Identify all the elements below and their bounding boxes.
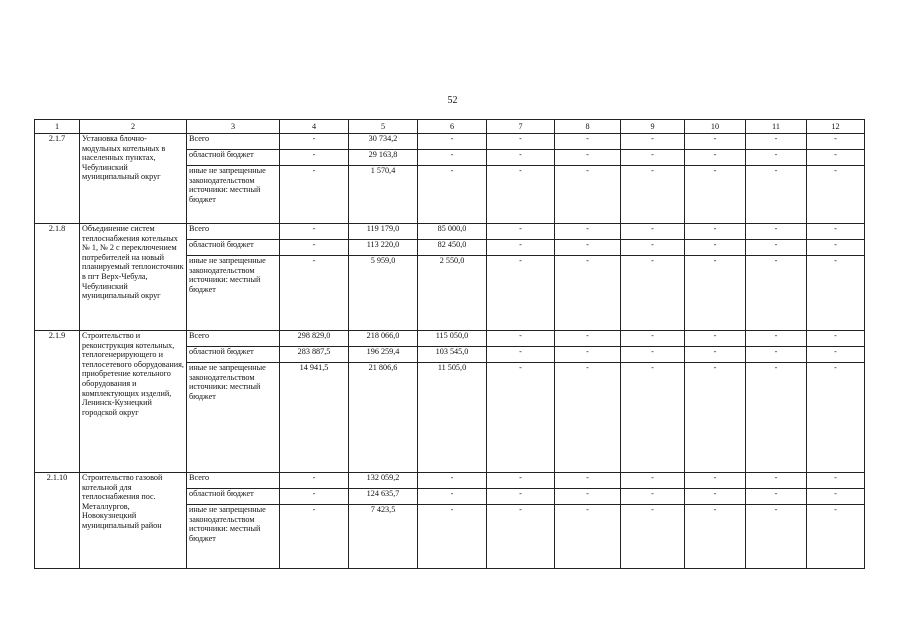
amount-cell: - [418, 505, 487, 569]
funding-source: областной бюджет [187, 240, 280, 256]
amount-cell: - [621, 134, 685, 150]
amount-cell: - [807, 331, 865, 347]
amount-cell: - [807, 224, 865, 240]
amount-cell: - [418, 473, 487, 489]
table-body [35, 120, 865, 569]
amount-cell: - [555, 331, 621, 347]
amount-cell: - [555, 505, 621, 569]
amount-cell: - [487, 505, 555, 569]
amount-cell: - [280, 240, 349, 256]
amount-cell: 21 806,6 [349, 363, 418, 473]
amount-cell: - [746, 224, 807, 240]
column-header: 9 [621, 120, 685, 134]
amount-cell: - [555, 134, 621, 150]
amount-cell: - [280, 166, 349, 224]
amount-cell: - [685, 150, 746, 166]
amount-cell: - [807, 256, 865, 331]
column-header: 6 [418, 120, 487, 134]
amount-cell: - [685, 347, 746, 363]
funding-source: Всего [187, 134, 280, 150]
amount-cell: 124 635,7 [349, 489, 418, 505]
amount-cell: - [807, 489, 865, 505]
page-number: 52 [447, 95, 458, 106]
amount-cell: 82 450,0 [418, 240, 487, 256]
column-header: 4 [280, 120, 349, 134]
funding-source: областной бюджет [187, 489, 280, 505]
amount-cell: - [746, 150, 807, 166]
object-name: Объединение систем теплоснабжения котельных № 1, № 2 с переключением потребителей на новый планируемый теплоисточник в пгт Верх-Чебула, Чебулинский муниципальный округ [80, 224, 187, 331]
amount-cell: - [555, 347, 621, 363]
amount-cell: - [807, 134, 865, 150]
amount-cell: - [746, 347, 807, 363]
amount-cell: - [487, 166, 555, 224]
item-number: 2.1.10 [35, 473, 80, 569]
amount-cell: 132 059,2 [349, 473, 418, 489]
item-number: 2.1.9 [35, 331, 80, 473]
amount-cell: - [487, 150, 555, 166]
amount-cell: 103 545,0 [418, 347, 487, 363]
amount-cell: - [418, 489, 487, 505]
amount-cell: - [555, 240, 621, 256]
amount-cell: - [280, 134, 349, 150]
amount-cell: - [746, 256, 807, 331]
amount-cell: 85 000,0 [418, 224, 487, 240]
amount-cell: - [621, 473, 685, 489]
amount-cell: - [685, 363, 746, 473]
amount-cell: - [746, 363, 807, 473]
table-row [35, 224, 865, 240]
amount-cell: - [487, 256, 555, 331]
amount-cell: 5 959,0 [349, 256, 418, 331]
table-row [35, 473, 865, 489]
amount-cell: - [621, 166, 685, 224]
amount-cell: - [280, 224, 349, 240]
column-header: 12 [807, 120, 865, 134]
amount-cell: - [555, 150, 621, 166]
amount-cell: - [685, 256, 746, 331]
funding-source: Всего [187, 224, 280, 240]
amount-cell: - [418, 150, 487, 166]
column-header: 2 [80, 120, 187, 134]
amount-cell: 283 887,5 [280, 347, 349, 363]
amount-cell: - [807, 347, 865, 363]
amount-cell: - [555, 224, 621, 240]
amount-cell: - [418, 134, 487, 150]
amount-cell: - [746, 331, 807, 347]
table-row [35, 134, 865, 150]
amount-cell: - [555, 473, 621, 489]
amount-cell: - [487, 331, 555, 347]
header-row [35, 120, 865, 134]
amount-cell: - [487, 240, 555, 256]
amount-cell: 119 179,0 [349, 224, 418, 240]
column-header: 5 [349, 120, 418, 134]
amount-cell: - [746, 240, 807, 256]
amount-cell: - [685, 489, 746, 505]
amount-cell: - [280, 473, 349, 489]
amount-cell: - [621, 505, 685, 569]
amount-cell: 218 066,0 [349, 331, 418, 347]
amount-cell: - [746, 505, 807, 569]
amount-cell: - [685, 166, 746, 224]
amount-cell: - [418, 166, 487, 224]
amount-cell: - [807, 240, 865, 256]
amount-cell: - [280, 505, 349, 569]
amount-cell: - [621, 489, 685, 505]
amount-cell: - [685, 240, 746, 256]
amount-cell: - [555, 489, 621, 505]
amount-cell: - [621, 224, 685, 240]
amount-cell: - [685, 473, 746, 489]
amount-cell: - [807, 363, 865, 473]
column-header: 10 [685, 120, 746, 134]
amount-cell: - [555, 256, 621, 331]
funding-source: иные не запрещенные законодательством источники: местный бюджет [187, 363, 280, 473]
amount-cell: - [685, 331, 746, 347]
table-row [35, 331, 865, 347]
amount-cell: 11 505,0 [418, 363, 487, 473]
amount-cell: - [621, 240, 685, 256]
amount-cell: - [746, 489, 807, 505]
amount-cell: - [685, 134, 746, 150]
amount-cell: - [487, 224, 555, 240]
funding-table [34, 119, 865, 569]
amount-cell: - [807, 150, 865, 166]
amount-cell: - [807, 166, 865, 224]
amount-cell: - [555, 363, 621, 473]
amount-cell: 1 570,4 [349, 166, 418, 224]
object-name: Строительство и реконструкция котельных, теплогенерирующего и теплосетевого оборудования, приобретение котельного оборудования и комплектующих изделий, Ленинск-Кузнецкий городской округ [80, 331, 187, 473]
column-header: 1 [35, 120, 80, 134]
amount-cell: - [746, 134, 807, 150]
amount-cell: - [807, 505, 865, 569]
amount-cell: 7 423,5 [349, 505, 418, 569]
amount-cell: 113 220,0 [349, 240, 418, 256]
amount-cell: - [685, 224, 746, 240]
funding-source: областной бюджет [187, 150, 280, 166]
amount-cell: - [621, 150, 685, 166]
item-number: 2.1.7 [35, 134, 80, 224]
funding-source: Всего [187, 473, 280, 489]
amount-cell: - [621, 363, 685, 473]
amount-cell: 2 550,0 [418, 256, 487, 331]
amount-cell: - [555, 166, 621, 224]
column-header: 7 [487, 120, 555, 134]
amount-cell: 115 050,0 [418, 331, 487, 347]
amount-cell: - [487, 489, 555, 505]
amount-cell: 298 829,0 [280, 331, 349, 347]
funding-source: Всего [187, 331, 280, 347]
amount-cell: - [621, 256, 685, 331]
amount-cell: 30 734,2 [349, 134, 418, 150]
amount-cell: - [621, 347, 685, 363]
amount-cell: - [280, 489, 349, 505]
amount-cell: - [487, 473, 555, 489]
column-header: 11 [746, 120, 807, 134]
amount-cell: - [746, 166, 807, 224]
amount-cell: 196 259,4 [349, 347, 418, 363]
amount-cell: - [487, 134, 555, 150]
column-header: 3 [187, 120, 280, 134]
funding-source: иные не запрещенные законодательством источники: местный бюджет [187, 166, 280, 224]
column-header: 8 [555, 120, 621, 134]
item-number: 2.1.8 [35, 224, 80, 331]
amount-cell: - [621, 331, 685, 347]
amount-cell: - [746, 473, 807, 489]
amount-cell: - [487, 347, 555, 363]
amount-cell: - [685, 505, 746, 569]
amount-cell: - [807, 473, 865, 489]
amount-cell: 14 941,5 [280, 363, 349, 473]
object-name: Установка блочно-модульных котельных в населенных пунктах, Чебулинский муниципальный округ [80, 134, 187, 224]
object-name: Строительство газовой котельной для теплоснабжения пос. Металлургов, Новокузнецкий муниципальный район [80, 473, 187, 569]
amount-cell: - [487, 363, 555, 473]
amount-cell: - [280, 256, 349, 331]
amount-cell: 29 163,8 [349, 150, 418, 166]
funding-source: иные не запрещенные законодательством источники: местный бюджет [187, 505, 280, 569]
amount-cell: - [280, 150, 349, 166]
funding-source: иные не запрещенные законодательством источники: местный бюджет [187, 256, 280, 331]
funding-source: областной бюджет [187, 347, 280, 363]
